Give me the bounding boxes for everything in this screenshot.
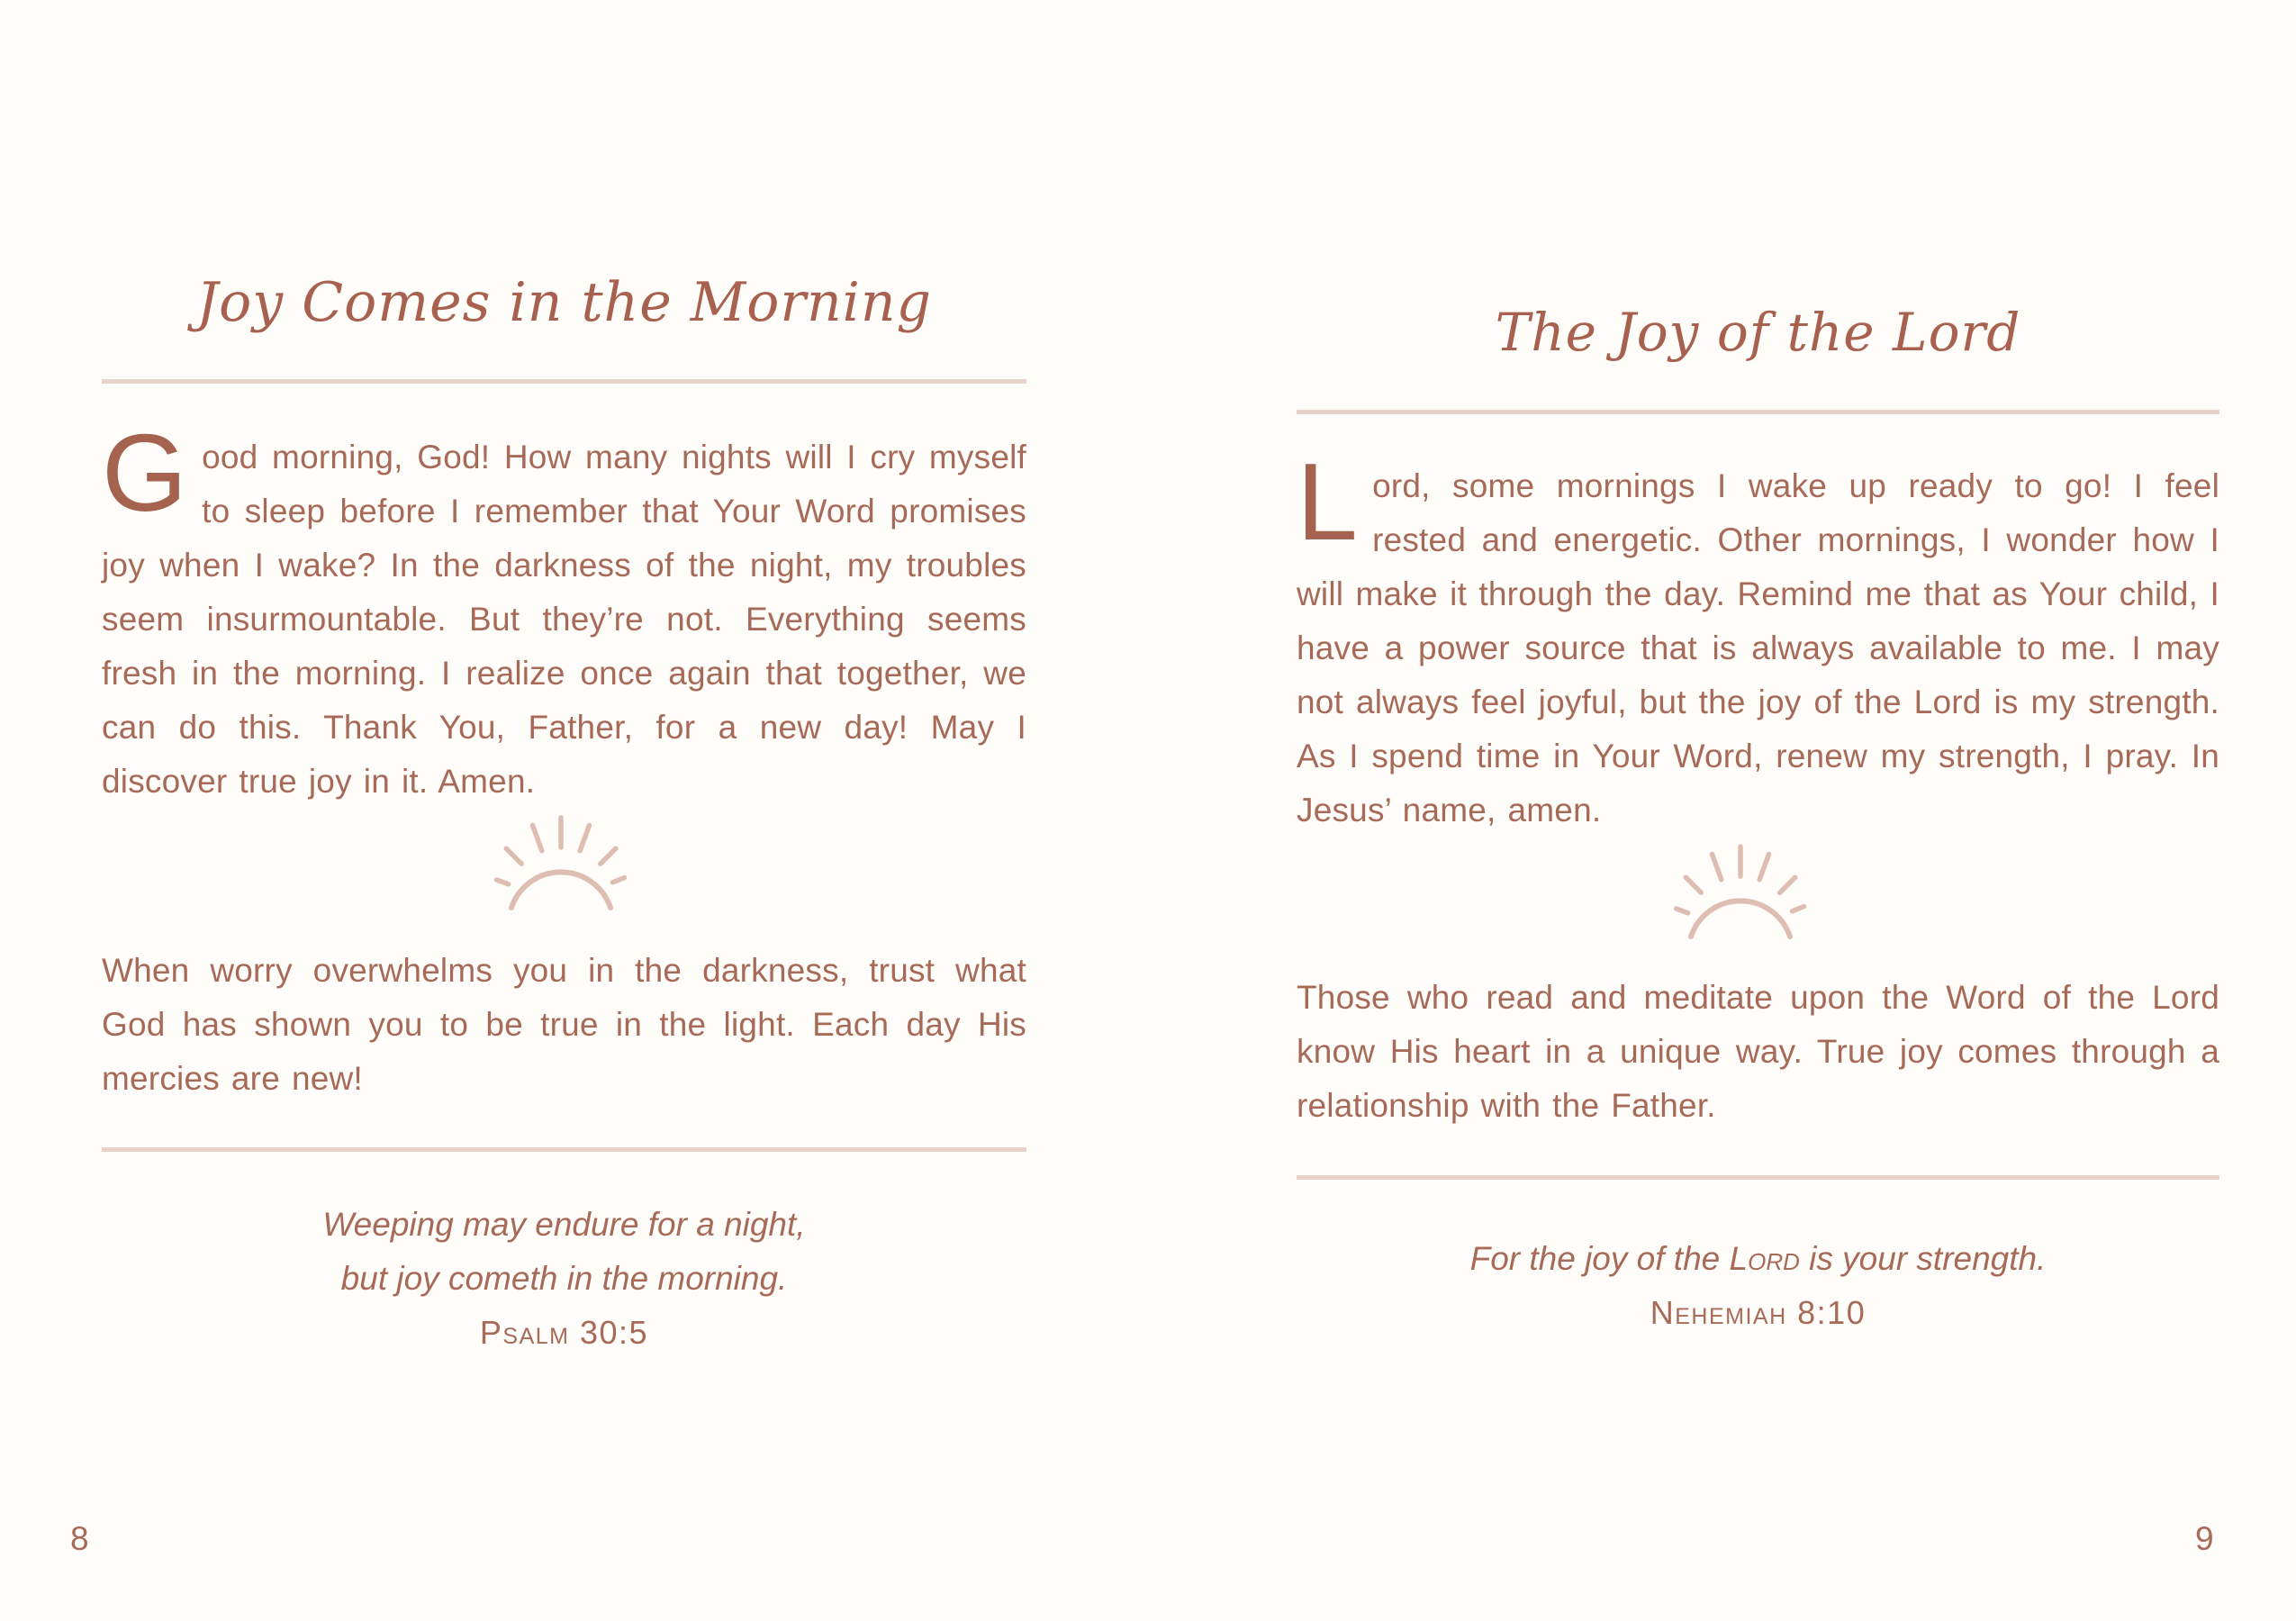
page-number: 9: [2195, 1520, 2214, 1557]
verse-line: Weeping may endure for a night,: [322, 1206, 806, 1243]
verse-divider-rule: [1297, 1175, 2219, 1180]
title-divider-rule: [1297, 410, 2219, 414]
verse-divider-rule: [102, 1147, 1026, 1152]
reflection-paragraph: Those who read and meditate upon the Word of the Lord know His heart in a unique way. True joy comes through a relationship with the Father.: [1297, 979, 2219, 1124]
page-title: Joy Comes in the Morning: [196, 271, 932, 334]
verse-line: [1297, 1232, 2219, 1286]
sunrise-icon: [1664, 842, 1817, 946]
verse-block: [1297, 1232, 2219, 1340]
verse-line: but joy cometh in the morning.: [340, 1260, 788, 1297]
page-number: 8: [70, 1520, 89, 1557]
sunrise-icon: [484, 813, 637, 917]
verse-text: is your strength.: [1799, 1240, 2047, 1277]
prayer-paragraph: Good morning, God! How many nights will I cry myself to sleep before I remember that Your Word promises joy when I wake? In the darkness of the night, my troubles seem insurmountable. But they’re not. Everything seems fresh in the morning. I realize once again that together, we can do this. Thank You, Father, for a new day! May I discover true joy in it. Amen.: [102, 412, 1026, 800]
title-divider-rule: [102, 379, 1026, 384]
verse-text: For the joy of the: [1469, 1240, 1730, 1277]
verse-lord-small-caps: Lord: [1729, 1240, 1800, 1277]
verse-block: [102, 1198, 1026, 1360]
verse-reference: Psalm 30:5: [479, 1314, 649, 1351]
reflection-paragraph: When worry overwhelms you in the darkness, trust what God has shown you to be true in the light. Each day His mercies are new!: [102, 952, 1026, 1097]
verse-reference: Nehemiah 8:10: [1650, 1294, 1867, 1331]
page-title: The Joy of the Lord: [1495, 302, 2021, 363]
prayer-paragraph: Lord, some mornings I wake up ready to go! I feel rested and energetic. Other mornings, I wonder how I will make it through the day. Remind me that as Your child, I have a power source that is always available to me. I may not always feel joyful, but the joy of the Lord is my strength. As I spend time in Your Word, renew my strength, I pray. In Jesus’ name, amen.: [1297, 440, 2219, 829]
